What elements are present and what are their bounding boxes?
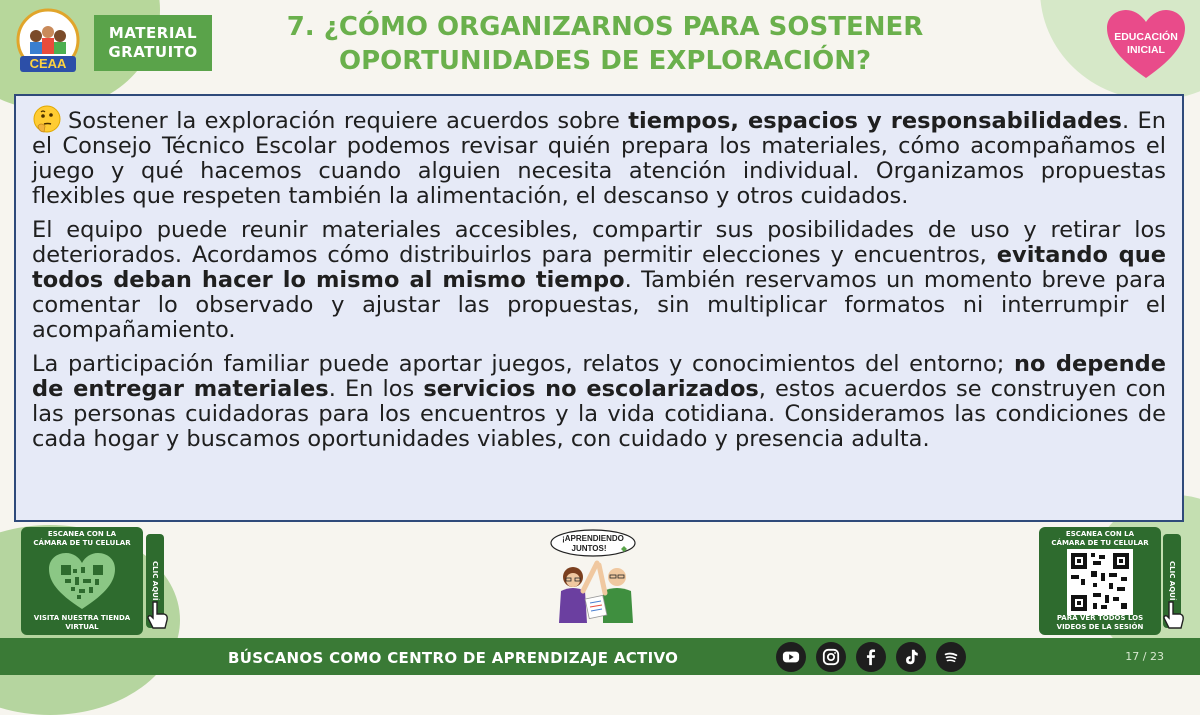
spotify-icon[interactable] (936, 642, 966, 672)
qr-videos-top-line-2: CÁMARA DE TU CELULAR (1051, 539, 1149, 547)
title-line-2: OPORTUNIDADES DE EXPLORACIÓN? (338, 46, 872, 76)
click-here-tab-store[interactable]: CLIC AQUÍ (146, 534, 164, 628)
paragraph-1-bold-a: tiempos, espacios y responsabilidades (628, 108, 1122, 134)
badge-line-2: GRATUITO (108, 43, 198, 61)
page-title (250, 10, 960, 78)
svg-text:JUNTOS!: JUNTOS! (571, 544, 607, 553)
paragraph-3-text-b: . En los (328, 376, 424, 402)
paragraph-3-bold-b: servicios no escolarizados (423, 376, 759, 402)
tiktok-icon[interactable] (896, 642, 926, 672)
facebook-icon[interactable] (856, 642, 886, 672)
qr-store-bottom-line-2: VIRTUAL (65, 623, 99, 631)
qr-videos-bottom-line-1: PARA VER TODOS LOS (1056, 614, 1144, 622)
title-line-1: 7. ¿CÓMO ORGANIZARNOS PARA SOSTENER (286, 12, 924, 42)
paragraph-1 (32, 104, 1166, 209)
paragraph-3-bold-a: no depende de entregar materiales (32, 351, 1166, 402)
paragraph-2-text-b: . También reservamos un momento breve para comentar lo observado y ajustar las propuestas, sin multiplicar formatos ni interrumpir el acompañamiento. (32, 267, 1166, 343)
paragraph-3 (32, 352, 1166, 452)
qr-store-bottom-line-1: VISITA NUESTRA TIENDA (33, 614, 131, 622)
qr-card-videos[interactable] (1039, 527, 1161, 635)
badge-line-1: MATERIAL (108, 24, 198, 42)
page-number: 17 / 23 (1125, 650, 1164, 663)
svg-text:EDUCACIÓN: EDUCACIÓN (1114, 31, 1178, 43)
qr-card-store[interactable] (21, 527, 143, 635)
paragraph-1-text-b: . En el Consejo Técnico Escolar podemos revisar quién prepara los materiales, cómo acompañamos el juego y qué hacemos cuando alguien necesita atención individual. Organizamos propuestas flexibles que respeten también la alimentación, el descanso y otros cuidados. (32, 108, 1166, 209)
qr-store-top-line-2: CÁMARA DE TU CELULAR (33, 539, 131, 547)
qr-card-videos-bottom (1039, 614, 1161, 632)
material-gratuito-badge (94, 15, 212, 71)
qr-videos-bottom-line-2: VIDEOS DE LA SESIÓN (1056, 623, 1144, 631)
qr-card-store-top (21, 530, 143, 548)
learning-together-illustration (545, 527, 655, 637)
instagram-icon[interactable] (816, 642, 846, 672)
content-box (14, 94, 1184, 522)
qr-code-icon (1067, 549, 1133, 615)
paragraph-3-text-c: , estos acuerdos se construyen con las personas cuidadoras para los encuentros y la vida cotidiana. Consideramos las condiciones de cada hogar y buscamos oportunidades viables, con cuidado y presencia adulta. (32, 376, 1167, 452)
footer-text: BÚSCANOS COMO CENTRO DE APRENDIZAJE ACTIVO (228, 649, 679, 667)
qr-heart-icon (47, 551, 117, 611)
qr-store-top-line-1: ESCANEA CON LA (47, 530, 117, 538)
pointer-hand-icon (1160, 600, 1186, 630)
paragraph-2-bold-a: evitando que todos deban hacer lo mismo al mismo tiempo (32, 242, 1166, 293)
svg-text:INICIAL: INICIAL (1127, 44, 1165, 56)
paragraph-2-text-a: El equipo puede reunir materiales accesibles, compartir sus posibilidades de uso y retirar los deteriorados. Acordamos cómo distribuirlos para permitir elecciones y encuentros, (32, 217, 1166, 268)
educacion-inicial-heart (1107, 10, 1185, 80)
qr-videos-top-line-1: ESCANEA CON LA (1065, 530, 1135, 538)
paragraph-2 (32, 218, 1166, 343)
svg-text:¡APRENDIENDO: ¡APRENDIENDO (562, 534, 624, 543)
click-here-tab-videos[interactable]: CLIC AQUÍ (1163, 534, 1181, 628)
paragraph-3-text-a: La participación familiar puede aportar juegos, relatos y conocimientos del entorno; (32, 351, 1015, 377)
youtube-icon[interactable] (776, 642, 806, 672)
thinking-face-icon (32, 104, 62, 134)
svg-text:CEAA: CEAA (29, 56, 67, 71)
ceaa-logo (14, 8, 82, 76)
paragraph-1-text-a: Sostener la exploración requiere acuerdos sobre (68, 108, 629, 134)
qr-card-videos-top (1039, 530, 1161, 548)
pointer-hand-icon (144, 600, 170, 630)
footer-bar (0, 638, 1200, 675)
qr-card-store-bottom (21, 614, 143, 632)
